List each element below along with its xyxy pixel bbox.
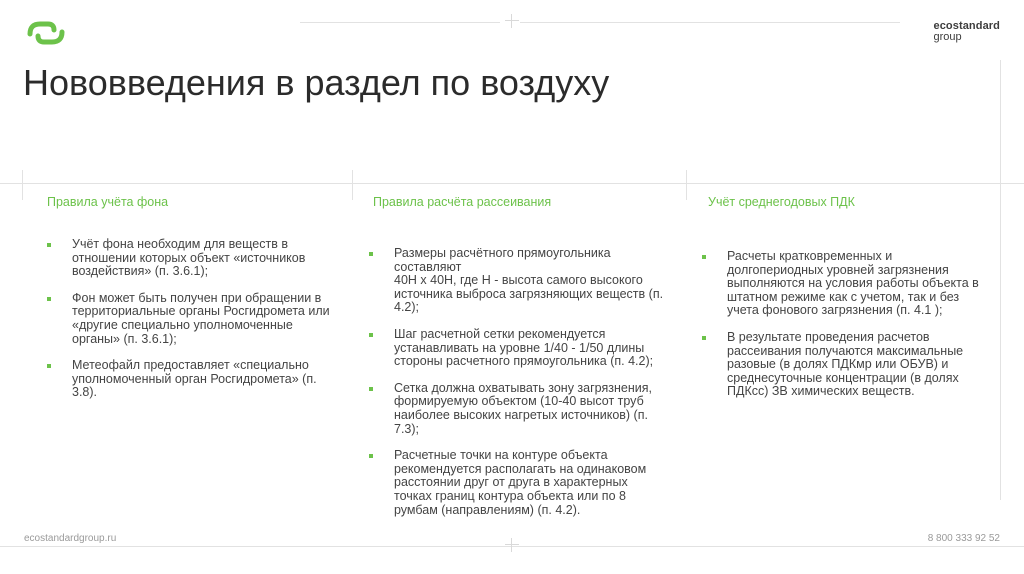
guide-line-top-left bbox=[300, 22, 500, 23]
column-3-list bbox=[702, 250, 987, 412]
bullet-icon bbox=[702, 255, 706, 259]
bullet-icon bbox=[369, 387, 373, 391]
guide-line-col-2 bbox=[352, 170, 353, 200]
guide-line-row bbox=[0, 183, 1024, 184]
bullet-icon bbox=[369, 333, 373, 337]
list-item: Сетка должна охватывать зону загрязнения, формируемую объектом (10-40 высот труб наиболее высоких нагретых источников) (п. 7.3); bbox=[369, 382, 664, 436]
column-2-list bbox=[369, 247, 664, 530]
column-1-list bbox=[47, 238, 332, 413]
bullet-icon bbox=[47, 364, 51, 368]
guide-line-col-3 bbox=[686, 170, 687, 200]
guide-line-top-right bbox=[520, 22, 900, 23]
crosshair-bottom-icon bbox=[505, 538, 519, 552]
list-item: Метеофайл предоставляет «специально уполномоченный орган Росгидромета» (п. 3.8). bbox=[47, 359, 332, 400]
ecostandard-chain-logo-icon bbox=[26, 20, 66, 46]
guide-line-col-1 bbox=[22, 170, 23, 200]
brand-line-1: ecostandard bbox=[933, 20, 1000, 32]
brand-wordmark bbox=[933, 21, 1000, 43]
bullet-icon bbox=[369, 454, 373, 458]
list-item: Расчеты кратковременных и долгопериодных уровней загрязнения выполняются на условия работы объекта в штатном режиме как с учетом, так и без учета фонового загрязнения (п. 4.1 ); bbox=[702, 250, 987, 318]
page-title: Нововведения в раздел по воздуху bbox=[23, 62, 610, 103]
crosshair-top-icon bbox=[505, 14, 519, 28]
list-item: Фон может быть получен при обращении в территориальные органы Росгидромета или «другие специально уполномоченные органы» (п. 3.6.1); bbox=[47, 292, 332, 346]
bullet-icon bbox=[47, 297, 51, 301]
bullet-icon bbox=[369, 252, 373, 256]
phone-number: 8 800 333 92 52 bbox=[927, 533, 1000, 544]
list-item: В результате проведения расчетов рассеивания получаются максимальные разовые (в долях ПДКмр или ОБУВ) и среднесуточные концентрации (в долях ПДКсс) ЗВ химических веществ. bbox=[702, 331, 987, 399]
list-item: Расчетные точки на контуре объекта рекомендуется располагать на одинаковом расстоянии друг от друга в характерных точках границ контура объекта или по 8 румбам (направлениям) (п. 4.2). bbox=[369, 449, 664, 517]
list-item: Шаг расчетной сетки рекомендуется устанавливать на уровне 1/40 - 1/50 длины стороны расчетного прямоугольника (п. 4.2); bbox=[369, 328, 664, 369]
column-3-heading: Учёт среднегодовых ПДК bbox=[708, 195, 855, 209]
brand-line-2: group bbox=[933, 31, 962, 43]
bullet-icon bbox=[702, 336, 706, 340]
list-item: Учёт фона необходим для веществ в отношении которых объект «источников воздействия» (п. 3.6.1); bbox=[47, 238, 332, 279]
guide-line-right-edge bbox=[1000, 60, 1001, 500]
column-1-heading: Правила учёта фона bbox=[47, 195, 169, 209]
column-2-heading: Правила расчёта рассеивания bbox=[373, 195, 552, 209]
list-item: Размеры расчётного прямоугольника составляют 40H x 40H, где H - высота самого высокого источника выброса загрязняющих веществ (п. 4.2); bbox=[369, 247, 664, 315]
bullet-icon bbox=[47, 243, 51, 247]
website-link[interactable]: ecostandardgroup.ru bbox=[24, 533, 117, 544]
